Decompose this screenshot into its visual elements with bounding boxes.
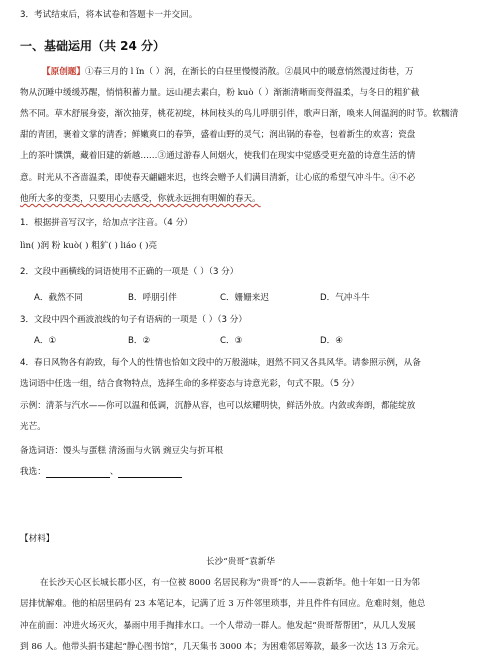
- passage-line-7: 他所大多的变类，只要用心去感受，你就永远拥有明媚的春天。: [20, 194, 261, 204]
- question-2-options: [20, 292, 460, 304]
- q2-option-a[interactable]: A．截然不同: [34, 293, 83, 303]
- material-label: 【材料】: [20, 534, 55, 544]
- question-1-stem: 1．根据拼音写汉字，给加点字注音。（4 分）: [20, 218, 193, 228]
- question-4-choose-line: 我选： 、: [20, 466, 182, 478]
- question-2-stem: 2．文段中画横线的词语使用不正确的一项是（ ）（3 分）: [20, 267, 239, 277]
- choose-label: 我选: [20, 467, 38, 477]
- material-article-title: 长沙“贵哥”袁新华: [206, 557, 275, 567]
- question-3-options: [20, 335, 460, 347]
- passage-line-4: 甜的青团，裹着文掌的清香；鲜嫩爽口的春笋，盛着山野的灵气；润出锅的春卷，包着新生的欢喜；瓷盘: [20, 130, 416, 140]
- choose-blank-1[interactable]: [46, 467, 110, 478]
- q3-option-d[interactable]: D．④: [320, 336, 343, 346]
- choose-blank-2[interactable]: [118, 467, 182, 478]
- passage-line-6: 意。时光从不吝啬温柔，即使春天翩翩来迟，也终会赠予人们满目清新，让心底的希望气冲斗牛。④不必: [20, 173, 416, 183]
- q3-option-a[interactable]: A．①: [34, 336, 57, 346]
- passage-line-5: 上的茶叶馔馔，藏着旧建的新越……③通过游春人间烟火，使我们在现实中觉感受更充盈的诗意生活的情: [20, 151, 416, 161]
- q3-option-c[interactable]: C．③: [220, 336, 243, 346]
- exam-instruction: 3．考试结束后，将本试卷和答题卡一并交回。: [20, 10, 198, 20]
- question-4-line-1: 4．春日风物各有韵致，每个人的性情也恰如文段中的万般滋味，迥然不同又各具风华。请参照示例，从备: [20, 358, 421, 368]
- passage-line-2: 物从沉睡中缓缓苏醒，悄悄积蓄力量。远山褪去素白，粉 kuò（ ）渐渐清晰而变得温柔，与冬日的粗犷截: [20, 88, 420, 98]
- question-4-example-line-1: 示例：清茶与汽水——你可以温和低调，沉静从容，也可以炫耀明快，鲜活外放。内敛或奔朗，都能绽放: [20, 401, 416, 411]
- question-4-example-line-2: 光芒。: [20, 422, 46, 432]
- section-title: 一、基础运用（共 24 分）: [20, 39, 166, 53]
- question-3-stem: 3．文段中四个画波浪线的句子有语病的一项是（ ）（3 分）: [20, 315, 247, 325]
- original-question-tag: 【原创题】: [42, 67, 85, 77]
- q2-option-c[interactable]: C．姗姗来迟: [220, 293, 269, 303]
- material-line-4: 到 86 人。他带头捐书建起“静心图书馆”，几天集书 3000 本；为困难邻居筹款，最多一次达 13 万余元。: [20, 642, 425, 652]
- question-4-line-2: 选词语中任选一组，结合食物特点，选择生命的多样姿态与诗意光彩，句式不限。（5 分）: [20, 379, 360, 389]
- question-4-word-choices: 备选词语：馒头与蛋糕 清汤面与火锅 豌豆尖与折耳根: [20, 446, 224, 456]
- material-line-1: 在长沙天心区长城长郡小区，有一位被 8000 名居民称为“贵哥”的人——袁新华。他十年如一日为邻: [40, 578, 420, 588]
- question-1-answer-line: lìn( )润 粉 kuò( ) 粗犷( ) liáo ( )亮: [20, 241, 158, 251]
- passage-line-1: ①春三月的 l ǐn（ ）润，在渐长的白昼里慢慢消散。②晨风中的暖意悄然漫过街巷，万: [84, 67, 414, 77]
- q2-option-b[interactable]: B．呼朋引伴: [128, 293, 177, 303]
- q3-option-b[interactable]: B．②: [128, 336, 151, 346]
- passage-line-3: 然不同。草木舒展身姿，渐次抽芽，桃花初绽，林间枝头的鸟儿呼朋引伴，歌声日渐，唤来人间温润的时节。软糯清: [20, 109, 459, 119]
- material-line-2: 居排忧解难。他的柏居里码有 23 本笔记本，记满了近 3 万件邻里琐事，并且件件有回应。危难时刻，他总: [20, 599, 426, 609]
- material-line-3: 冲在前面：冲进火场灭火，暴雨中用手掏排水口。一个人带动一群人。他发起“贵哥帮帮团”，从几人发展: [20, 621, 416, 631]
- q2-option-d[interactable]: D．气冲斗牛: [320, 293, 370, 303]
